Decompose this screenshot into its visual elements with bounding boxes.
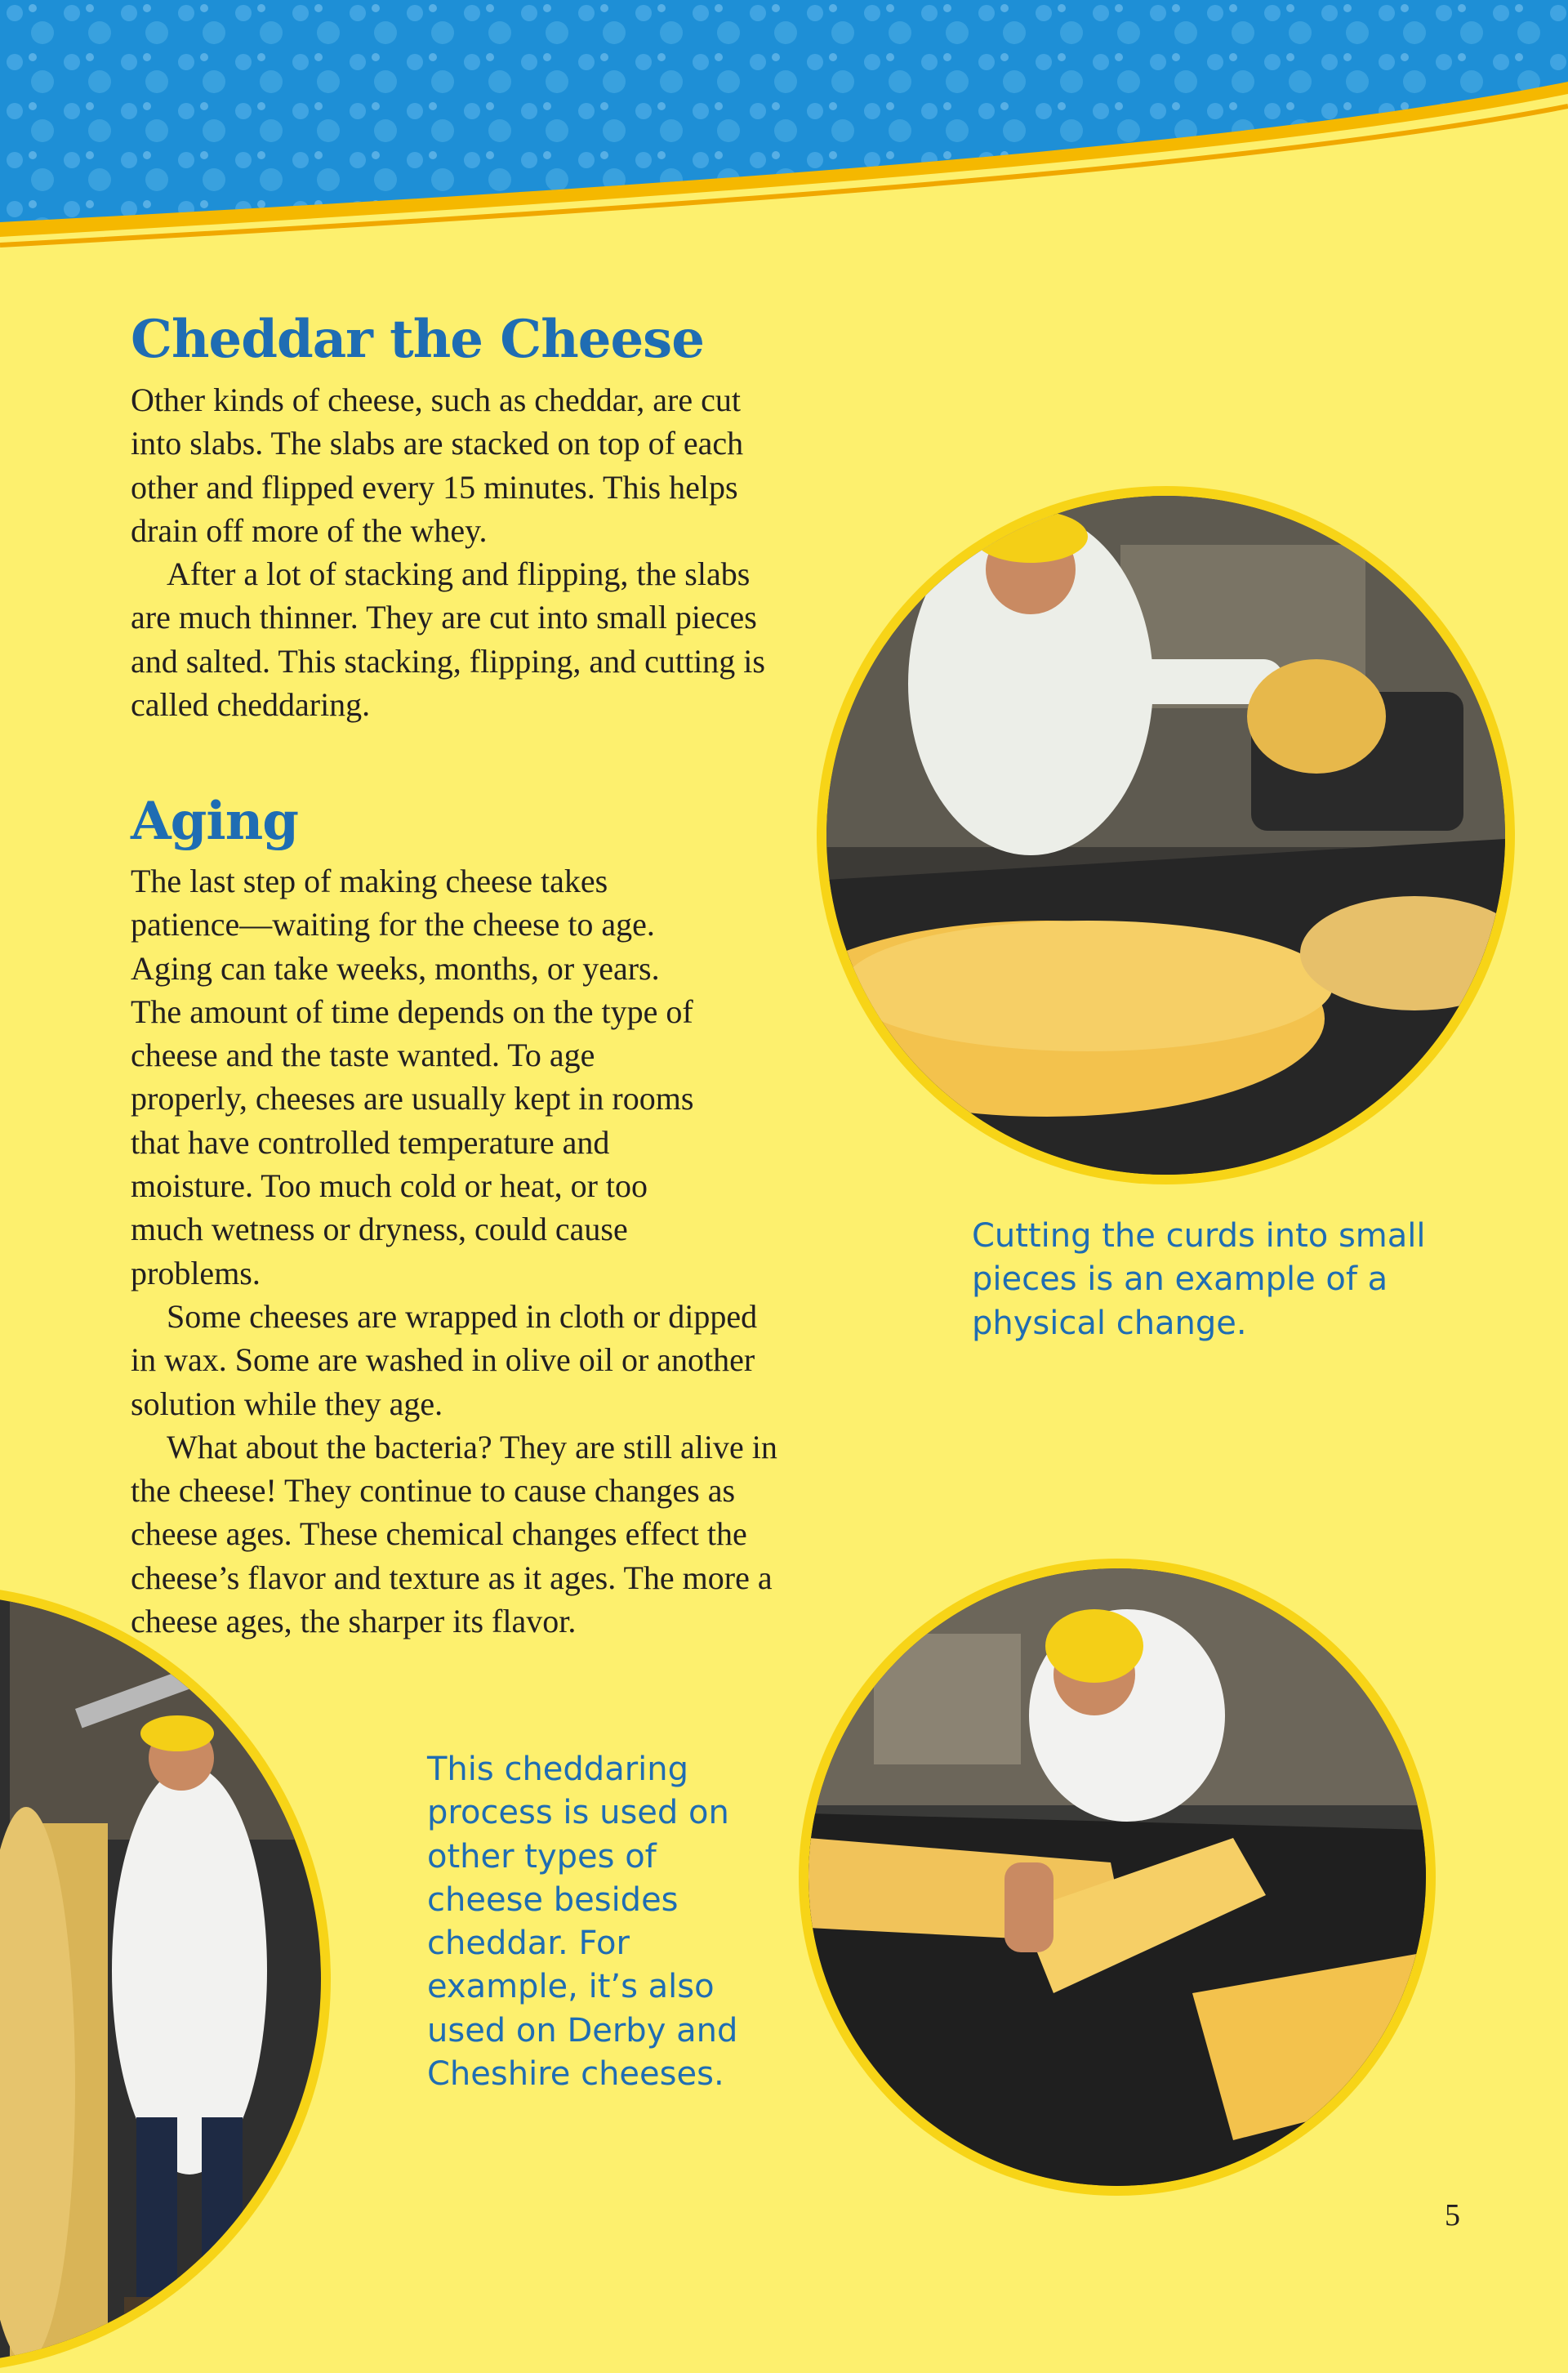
photo-cutting-curds xyxy=(817,486,1515,1184)
paragraph: Other kinds of cheese, such as cheddar, are cut into slabs. The slabs are stacked on top of each other and flipped every 15 minutes. This helps drain off more of the whey. xyxy=(131,381,744,549)
section-heading-aging: Aging xyxy=(131,791,298,852)
decorative-banner xyxy=(0,0,1568,278)
aging-body-text xyxy=(131,859,784,1643)
section-heading-cheddar: Cheddar the Cheese xyxy=(131,309,704,370)
caption-cutting-curds: Cutting the curds into small pieces is an example of a physical change. xyxy=(972,1217,1426,1342)
cheddar-body-text xyxy=(131,378,780,726)
paragraph: Some cheeses are wrapped in cloth or dipped in wax. Some are washed in olive oil or another solution while they age. xyxy=(131,1297,758,1422)
paragraph: The last step of making cheese takes patience—waiting for the cheese to age. Aging can take weeks, months, or years. The amount of time depends on the type of cheese and the taste wanted. To age properly, cheeses are usually kept in rooms that have controlled temperature and moisture. Too much cold or heat, or too much wetness or dryness, could cause problems. xyxy=(131,863,694,1291)
photo-cutting-curds-image xyxy=(826,496,1505,1175)
photo-worker-stirring-image xyxy=(0,1595,321,2363)
page-number: 5 xyxy=(1445,2198,1460,2232)
photo-worker-stirring xyxy=(0,1585,331,2373)
paragraph: What about the bacteria? They are still alive in the cheese! They continue to cause changes as cheese ages. These chemical changes effect the cheese’s flavor and texture as it ages. The more a cheese ages, the sharper its flavor. xyxy=(131,1428,777,1640)
caption-cheddaring-process: This cheddaring process is used on other types of cheese besides cheddar. For example, it’s also used on Derby and Cheshire cheeses. xyxy=(427,1751,738,2094)
photo-flipping-slabs xyxy=(799,1559,1436,2196)
photo-flipping-slabs-image xyxy=(808,1568,1426,2186)
paragraph: After a lot of stacking and flipping, the slabs are much thinner. They are cut into small pieces and salted. This stacking, flipping, and cutting is called cheddaring. xyxy=(131,555,765,724)
